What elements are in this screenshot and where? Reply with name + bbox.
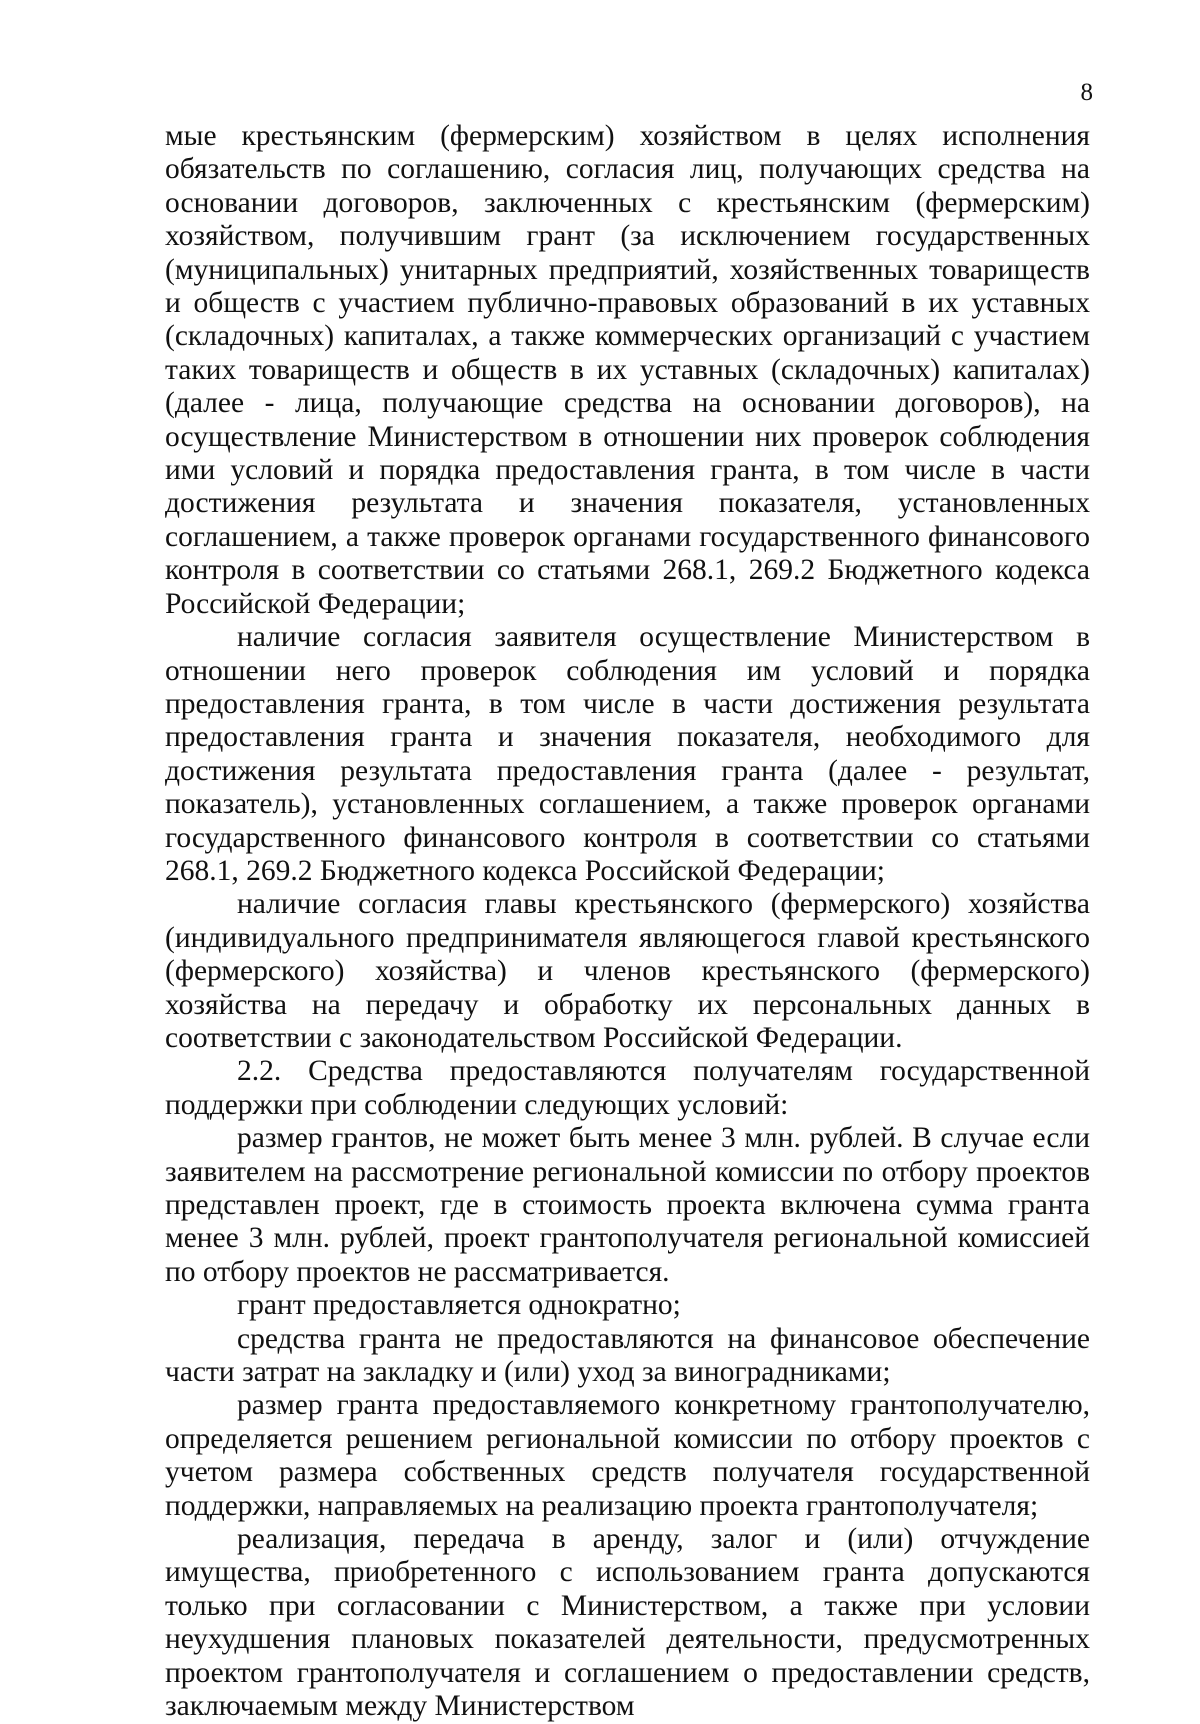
- paragraph-one-time-grant: грант предоставляется однократно;: [237, 1289, 681, 1322]
- paragraph-vineyard-exclusion: средства гранта не предоставляются на финансовое обеспечение части затрат на закладку и (или) уход за виноградниками;: [165, 1322, 1090, 1389]
- paragraph-grant-size: размер грантов, не может быть менее 3 млн. рублей. В случае если заявителем на рассмотрение региональной комиссии по отбору проектов представлен проект, где в стоимость проекта включена сумма гранта менее 3 млн. рублей, проект грантополучателя региональной комиссией по отбору проектов не рассматривается.: [165, 1122, 1090, 1288]
- paragraph-personal-data-consent: наличие согласия главы крестьянского (фермерского) хозяйства (индивидуального предпринимателя являющегося главой крестьянского (фермерского) хозяйства) и членов крестьянского (фермерского) хозяйства на передачу и обработку их персональных данных в соответствии с законодательством Российской Федерации.: [165, 888, 1090, 1054]
- page-number: 8: [1080, 79, 1093, 106]
- paragraph-applicant-consent: наличие согласия заявителя осуществление Министерством в отношении него проверок соблюдения им условий и порядка предоставления гранта, в том числе в части достижения результата предоставления гранта и значения показателя, необходимого для достижения результата предоставления гранта (далее - результат, показатель), установленных соглашением, а также проверок органами государственного финансового контроля в соответствии со статьями 268.1, 269.2 Бюджетного кодекса Российской Федерации;: [165, 621, 1090, 887]
- document-body: [165, 120, 1090, 1724]
- paragraph-section-2-2: 2.2. Средства предоставляются получателям государственной поддержки при соблюдении следующих условий:: [165, 1055, 1090, 1121]
- paragraph-property-disposal: реализация, передача в аренду, залог и (или) отчуждение имущества, приобретенного с использованием гранта допускаются только при согласовании с Министерством, а также при условии неухудшения плановых показателей деятельности, предусмотренных проектом грантополучателя и соглашением о предоставлении средств, заключаемым между Министерством: [165, 1523, 1090, 1723]
- paragraph-grant-amount-decision: размер гранта предоставляемого конкретному грантополучателю, определяется решением региональной комиссии по отбору проектов с учетом размера собственных средств получателя государственной поддержки, направляемых на реализацию проекта грантополучателя;: [165, 1389, 1090, 1522]
- paragraph-consents-of-contractors: мые крестьянским (фермерским) хозяйством в целях исполнения обязательств по соглашению, согласия лиц, получающих средства на основании договоров, заключенных с крестьянским (фермерским) хозяйством, получившим грант (за исключением государственных (муниципальных) унитарных предприятий, хозяйственных товариществ и обществ с участием публично-правовых образований в их уставных (складочных) капиталах, а также коммерческих организаций с участием таких товариществ и обществ в их уставных (складочных) капиталах) (далее - лица, получающие средства на основании договоров), на осуществление Министерством в отношении них проверок соблюдения ими условий и порядка предоставления гранта, в том числе в части достижения результата и значения показателя, установленных соглашением, а также проверок органами государственного финансового контроля в соответствии со статьями 268.1, 269.2 Бюджетного кодекса Российской Федерации;: [165, 120, 1090, 620]
